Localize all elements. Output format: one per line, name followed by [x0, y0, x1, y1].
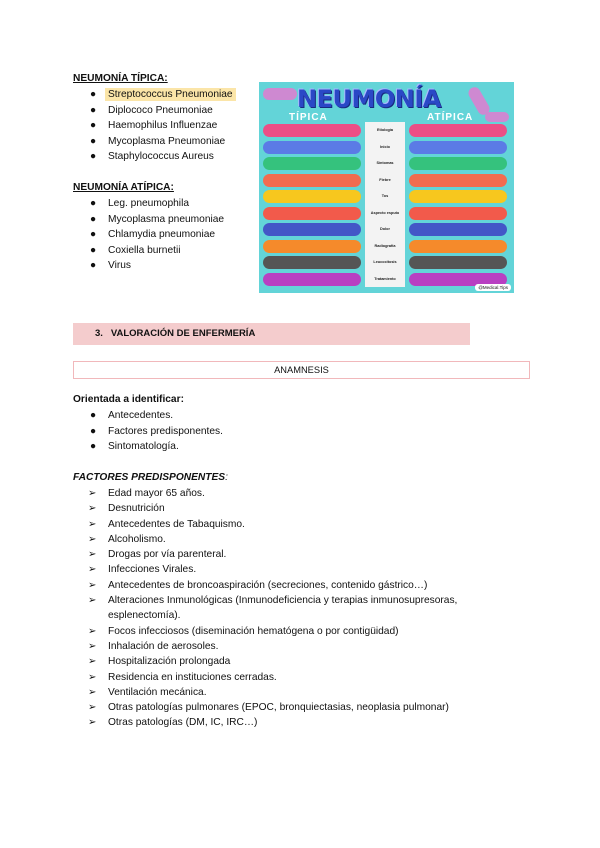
list-item [73, 196, 224, 212]
bullet-icon: ● [90, 441, 97, 452]
atypical-pill [409, 124, 507, 137]
list-item-text: Antecedentes. [108, 410, 174, 421]
row-label: Tratamiento [374, 276, 396, 281]
atypical-column-header: ATÍPICA [427, 112, 474, 123]
atypical-pill [409, 141, 507, 154]
bullet-icon: ● [90, 151, 97, 162]
atypical-pill [409, 223, 507, 236]
list-item [73, 532, 473, 547]
typical-pill [263, 141, 361, 154]
list-item [73, 670, 473, 685]
list-item-text: Alteraciones Inmunológicas (Inmunodeficiencia y terapias inmunosupresoras, esplenectomía). [108, 595, 458, 622]
list-item [73, 593, 473, 624]
arrow-bullet-icon: ➢ [88, 549, 97, 561]
arrow-bullet-icon: ➢ [88, 595, 97, 607]
arrow-bullet-icon: ➢ [88, 533, 97, 545]
arrow-bullet-icon: ➢ [88, 656, 97, 668]
row-label: Síntomas [376, 161, 394, 165]
list-item-text: Focos infecciosos (diseminación hematógena o por contigüidad) [108, 625, 399, 637]
row-label: Fiebre [379, 177, 391, 182]
list-item [73, 562, 473, 577]
neumonia-infographic [259, 82, 514, 293]
bullet-icon: ● [90, 244, 97, 256]
list-item-text: Edad mayor 65 años. [108, 488, 205, 499]
list-item [73, 486, 473, 501]
typical-pill [263, 174, 361, 187]
bullet-icon: ● [90, 89, 97, 100]
section-number: 3. [95, 328, 103, 339]
list-item [73, 243, 224, 259]
list-item [73, 685, 473, 700]
list-item-text: Coxiella burnetii [108, 244, 181, 256]
list-item [73, 654, 473, 669]
list-item [73, 227, 224, 243]
atypical-list [73, 196, 224, 274]
list-item-text: Hospitalización prolongada [108, 656, 231, 668]
list-item [73, 424, 223, 440]
factors-heading-suffix: : [225, 472, 228, 483]
orientation-heading: Orientada a identificar: [73, 394, 184, 405]
list-item-text: Diplococo Pneumoniae [108, 104, 213, 116]
infographic-credit: @Medical.Tips [475, 284, 511, 291]
bullet-icon: ● [90, 425, 97, 437]
list-item [73, 578, 473, 593]
list-item-text: Mycoplasma Pneumoniae [108, 135, 226, 147]
list-item [73, 501, 473, 516]
list-item [73, 103, 236, 119]
row-label: Dolor [380, 227, 390, 231]
arrow-bullet-icon: ➢ [88, 625, 97, 637]
list-item [73, 134, 236, 150]
highlighted-item: Streptococcus Pneumoniae [105, 88, 236, 101]
infographic-title: NEUMONÍA [297, 85, 441, 113]
arrow-bullet-icon: ➢ [88, 640, 97, 652]
list-item [73, 639, 473, 654]
atypical-pill [409, 207, 507, 220]
typical-heading: NEUMONÍA TÍPICA: [73, 73, 168, 84]
factors-heading [73, 472, 228, 483]
bacteria-decoration-icon [485, 112, 509, 122]
row-label: Tos [381, 194, 389, 198]
list-item-text: Sintomatología. [108, 441, 179, 452]
typical-pill [263, 124, 361, 137]
list-item [73, 87, 236, 103]
arrow-bullet-icon: ➢ [88, 518, 97, 530]
row-label: Inicio [380, 144, 390, 149]
list-item-text: Inhalación de aerosoles. [108, 640, 219, 652]
bullet-icon: ● [90, 410, 97, 421]
row-label: Leucocitosis [373, 260, 397, 264]
list-item [73, 700, 473, 715]
arrow-bullet-icon: ➢ [88, 686, 97, 698]
list-item-text: Leg. pneumophila [108, 198, 189, 209]
list-item-text: Mycoplasma pneumoniae [108, 213, 225, 225]
list-item-text: Haemophilus Influenzae [108, 120, 218, 131]
arrow-bullet-icon: ➢ [88, 488, 97, 499]
arrow-bullet-icon: ➢ [88, 717, 97, 729]
list-item [73, 408, 223, 424]
arrow-bullet-icon: ➢ [88, 564, 97, 576]
list-item [73, 439, 223, 455]
list-item-text: Infecciones Virales. [108, 564, 197, 576]
list-item-text: Otras patologías (DM, IC, IRC…) [108, 717, 258, 729]
list-item [73, 517, 473, 532]
atypical-pill [409, 157, 507, 170]
typical-pill [263, 207, 361, 220]
bullet-icon: ● [90, 213, 97, 225]
bacteria-decoration-icon [263, 88, 297, 100]
list-item-text: Otras patologías pulmonares (EPOC, bronquiectasias, neoplasia pulmonar) [108, 702, 449, 714]
bullet-icon: ● [90, 260, 97, 271]
list-item [73, 149, 236, 165]
list-item [73, 715, 473, 730]
list-item-text: Antecedentes de Tabaquismo. [108, 518, 245, 530]
list-item [73, 258, 224, 274]
typical-column-header: TÍPICA [289, 112, 328, 123]
row-label: Aspecto esputo [370, 210, 400, 215]
list-item [73, 212, 224, 228]
typical-pill [263, 240, 361, 253]
section-title: VALORACIÓN DE ENFERMERÍA [110, 328, 256, 339]
arrow-bullet-icon: ➢ [88, 671, 97, 683]
typical-pill [263, 157, 361, 170]
factors-list [73, 486, 473, 731]
list-item [73, 118, 236, 134]
bullet-icon: ● [90, 229, 97, 240]
list-item-text: Antecedentes de broncoaspiración (secreciones, contenido gástrico…) [108, 579, 428, 591]
list-item-text: Staphylococcus Aureus [108, 151, 214, 162]
arrow-bullet-icon: ➢ [88, 579, 97, 591]
list-item-text: Chlamydia pneumoniae [108, 229, 216, 240]
list-item [73, 547, 473, 562]
orientation-list [73, 408, 223, 455]
typical-pill [263, 256, 361, 269]
typical-pill [263, 273, 361, 286]
bullet-icon: ● [90, 120, 97, 131]
typical-pill [263, 223, 361, 236]
list-item-text: Factores predisponentes. [108, 425, 223, 437]
bullet-icon: ● [90, 198, 97, 209]
list-item-text: Residencia en instituciones cerradas. [108, 671, 277, 683]
list-item-text: Ventilación mecánica. [108, 686, 207, 698]
arrow-bullet-icon: ➢ [88, 702, 97, 714]
atypical-pill [409, 256, 507, 269]
atypical-pill [409, 174, 507, 187]
row-label: Radiografía [374, 243, 396, 248]
anamnesis-box: ANAMNESIS [73, 361, 530, 379]
atypical-pill [409, 240, 507, 253]
atypical-pill [409, 190, 507, 203]
typical-pill [263, 190, 361, 203]
section-header [73, 323, 470, 345]
bullet-icon: ● [90, 104, 97, 116]
typical-list [73, 87, 236, 165]
factors-heading-text: FACTORES PREDISPONENTES [73, 472, 226, 483]
list-item-text: Desnutrición [108, 503, 165, 515]
list-item-text: Alcoholismo. [108, 533, 166, 545]
arrow-bullet-icon: ➢ [88, 503, 97, 515]
list-item [73, 624, 473, 639]
row-label: Etiología [376, 128, 394, 132]
bullet-icon: ● [90, 135, 97, 147]
list-item-text: Drogas por vía parenteral. [108, 549, 227, 561]
atypical-heading: NEUMONÍA ATÍPICA: [73, 182, 174, 193]
list-item-text: Virus [108, 260, 132, 271]
